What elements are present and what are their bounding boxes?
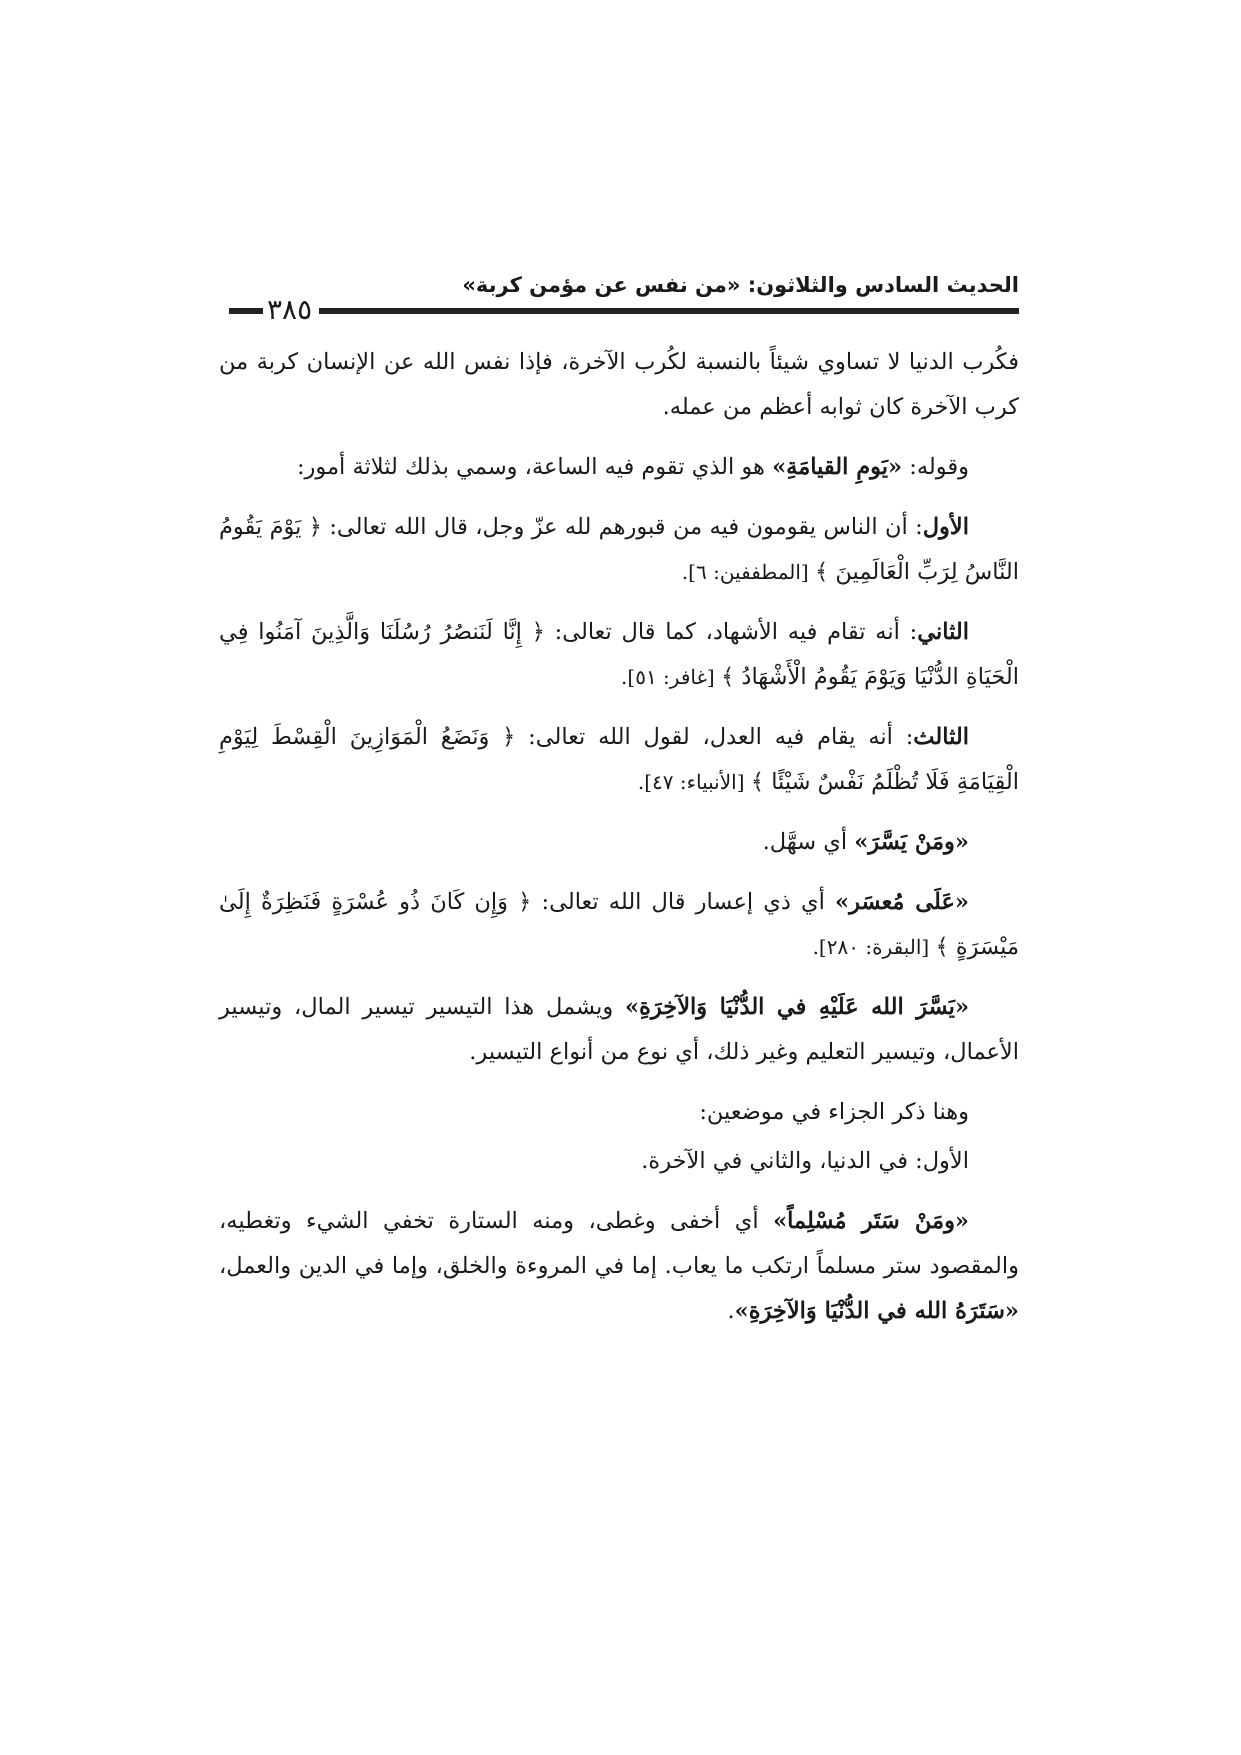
header-rule-short — [229, 308, 263, 314]
paragraph-11: «ومَنْ سَتَر مُسْلِماً» أي أخفى وغطى، ومنه الستارة تخفي الشيء وتغطيه، والمقصود ستر مسلماً ارتكب ما يعاب. إما في المروءة والخلق، وإما في الدين والعمل، «سَتَرَهُ الله في الدُّنْيَا وَالآخِرَةِ». — [219, 1208, 1019, 1324]
quran-verse: ﴿ إِنَّا لَنَنصُرُ رُسُلَنَا وَالَّذِينَ آمَنُوا فِي الْحَيَاةِ الدُّنْيَا وَيَوْمَ يَقُومُ الْأَشْهَادُ ﴾ — [219, 619, 1019, 690]
hadith-quote: «يَومِ القيامَةِ» — [772, 454, 903, 480]
running-title: الحديث السادس والثلاثون: «من نفس عن مؤمن كربة» — [462, 273, 1019, 297]
point-label: الثالث — [913, 724, 969, 750]
verse-reference: [البقرة: ٢٨٠]. — [812, 935, 936, 959]
paragraph-10: الأول: في الدنيا، والثاني في الآخرة. — [641, 1148, 969, 1174]
header-rule — [319, 308, 1019, 314]
verse-reference: [الأنبياء: ٤٧]. — [637, 770, 751, 794]
verse-reference: [غافر: ٥١]. — [621, 665, 722, 689]
paragraph-2: وقوله: «يَومِ القيامَةِ» هو الذي تقوم فيه الساعة، وسمي بذلك لثلاثة أمور: — [296, 454, 969, 480]
paragraph-6: «ومَنْ يَسَّرَ» أي سهَّل. — [762, 829, 969, 855]
paragraph-9: وهنا ذكر الجزاء في موضعين: — [699, 1099, 969, 1125]
paragraph-3: الأول: أن الناس يقومون فيه من قبورهم لله عزّ وجل، قال الله تعالى: ﴿ يَوْمَ يَقُومُ النَّاسُ لِرَبِّ الْعَالَمِينَ ﴾ [المطففين: ٦]. — [219, 514, 1019, 585]
page-header — [219, 270, 1019, 330]
hadith-quote: «يَسَّرَ الله عَلَيْهِ في الدُّنْيَا وَالآخِرَةِ» — [625, 994, 970, 1020]
page-number: ٣٨٥ — [267, 293, 313, 326]
quran-verse: ﴿ وَنَضَعُ الْمَوَازِينَ الْقِسْطَ لِيَوْمِ الْقِيَامَةِ فَلَا تُظْلَمُ نَفْسٌ شَيْئًا ﴾ — [219, 724, 1019, 795]
point-label: الثاني — [917, 619, 969, 645]
hadith-quote: «سَتَرَهُ الله في الدُّنْيَا وَالآخِرَةِ» — [734, 1298, 1019, 1324]
paragraph-1: فكُرب الدنيا لا تساوي شيئاً بالنسبة لكُرب الآخرة، فإذا نفس الله عن الإنسان كربة من كرب الآخرة كان ثوابه أعظم من عمله. — [219, 349, 1019, 420]
paragraph-8: «يَسَّرَ الله عَلَيْهِ في الدُّنْيَا وَالآخِرَةِ» ويشمل هذا التيسير تيسير المال، وتيسير الأعمال، وتيسير التعليم وغير ذلك، أي نوع من أنواع التيسير. — [219, 994, 1019, 1065]
page-body — [219, 340, 1019, 1349]
point-label: الأول — [922, 514, 969, 540]
hadith-quote: «ومَنْ يَسَّرَ» — [854, 829, 969, 855]
quran-verse: ﴿ وَإِن كَانَ ذُو عُسْرَةٍ فَنَظِرَةٌ إِلَىٰ مَيْسَرَةٍ ﴾ — [219, 889, 1019, 960]
verse-reference: [المطففين: ٦]. — [681, 560, 816, 584]
hadith-quote: «عَلَى مُعسَر» — [835, 889, 969, 915]
paragraph-5: الثالث: أنه يقام فيه العدل، لقول الله تعالى: ﴿ وَنَضَعُ الْمَوَازِينَ الْقِسْطَ لِيَوْمِ الْقِيَامَةِ فَلَا تُظْلَمُ نَفْسٌ شَيْئًا ﴾ [الأنبياء: ٤٧]. — [219, 724, 1019, 795]
paragraph-7: «عَلَى مُعسَر» أي ذي إعسار قال الله تعالى: ﴿ وَإِن كَانَ ذُو عُسْرَةٍ فَنَظِرَةٌ إِلَىٰ مَيْسَرَةٍ ﴾ [البقرة: ٢٨٠]. — [219, 889, 1019, 960]
quran-verse: ﴿ يَوْمَ يَقُومُ النَّاسُ لِرَبِّ الْعَالَمِينَ ﴾ — [219, 514, 1019, 585]
paragraph-4: الثاني: أنه تقام فيه الأشهاد، كما قال تعالى: ﴿ إِنَّا لَنَنصُرُ رُسُلَنَا وَالَّذِينَ آمَنُوا فِي الْحَيَاةِ الدُّنْيَا وَيَوْمَ يَقُومُ الْأَشْهَادُ ﴾ [غافر: ٥١]. — [219, 619, 1019, 690]
hadith-quote: «ومَنْ سَتَر مُسْلِماً» — [773, 1208, 969, 1234]
